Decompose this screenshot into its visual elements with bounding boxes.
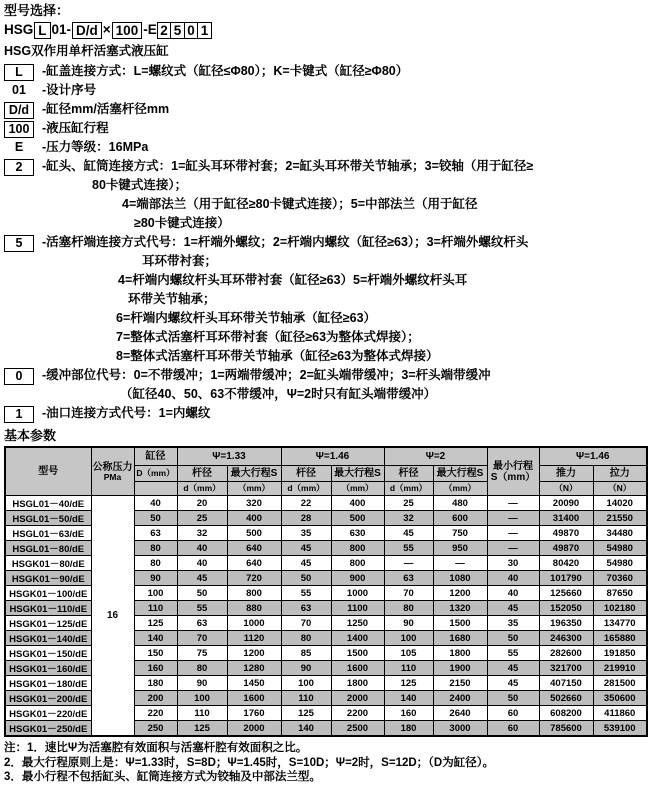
table-cell: 50 [487,691,539,706]
table-cell: 480 [433,496,487,511]
table-cell: 100 [177,691,227,706]
table-cell: 45 [384,526,433,541]
table-cell: 45 [487,676,539,691]
table-cell: 1200 [433,586,487,601]
code-digit-box: 1 [197,22,212,39]
table-cell: 134770 [593,616,647,631]
pressure-cell: 16 [91,496,134,737]
table-cell: 105 [384,646,433,661]
table-cell: 150 [134,646,177,661]
table-cell: 54980 [593,556,647,571]
table-cell: 1250 [331,616,384,631]
table-cell: 608200 [539,706,593,721]
spec-description-line: -油口连接方式代号：1=内螺纹 [42,406,211,420]
header-psi-133: Ψ=1.33 [177,447,281,466]
table-row [5,496,647,511]
table-cell: 1600 [331,661,384,676]
code-cap-box: L [34,22,50,39]
table-cell: 220 [134,706,177,721]
model-cell: HSGK01－200/dE [5,691,91,706]
table-cell: 1100 [331,601,384,616]
code-seg1: 01- [51,22,72,37]
table-cell: 180 [384,721,433,737]
table-cell: 54980 [593,541,647,556]
spec-code-label: D/d [4,102,34,119]
table-cell: 63 [384,571,433,586]
series-subtitle: HSG双作用单杆活塞式液压缸 [4,44,169,58]
header-bore-empty [134,482,177,496]
table-cell: 80420 [539,556,593,571]
table-cell: 50 [134,511,177,526]
spec-description-line: 耳环带衬套； [142,254,218,268]
section-title: 型号选择： [4,3,70,18]
spec-code-label: 2 [4,159,34,176]
table-cell: 100 [384,631,433,646]
table-cell: 1680 [433,631,487,646]
table-cell: 2640 [433,706,487,721]
parameters-heading: 基本参数 [4,428,57,443]
table-cell: 102180 [593,601,647,616]
header-psi-146: Ψ=1.46 [281,447,384,466]
table-cell: 45 [281,556,331,571]
table-cell: 1800 [433,646,487,661]
table-cell: 1200 [227,646,281,661]
header-stroke-unit: （mm） [227,482,281,496]
table-cell: 1280 [227,661,281,676]
spec-item [4,81,646,100]
table-cell: 1120 [227,631,281,646]
table-cell: 2500 [331,721,384,737]
table-cell: 1760 [227,706,281,721]
code-seg2: -E [143,22,157,37]
table-cell: 1800 [331,676,384,691]
table-cell: 1000 [331,586,384,601]
table-cell: 30 [487,556,539,571]
spec-item [4,100,646,119]
table-cell: 110 [281,691,331,706]
table-cell: 400 [331,496,384,511]
table-cell: 87650 [593,586,647,601]
spec-description-line: （缸径40、50、63不带缓冲，Ψ=2时只有缸头端带缓冲） [120,387,437,401]
spec-description [42,119,646,138]
header-max-stroke: 最大行程S [433,466,487,482]
spec-code-label: E [14,140,24,154]
table-cell: 70 [281,616,331,631]
table-cell: 14020 [593,496,647,511]
table-cell: 180 [134,676,177,691]
table-cell: 40 [487,586,539,601]
table-cell: 125 [177,721,227,737]
table-cell: 1500 [433,616,487,631]
table-cell: 2150 [433,676,487,691]
table-cell: 75 [177,646,227,661]
table-cell: 246300 [539,631,593,646]
spec-description [42,81,646,100]
spec-description-line: -缸盖连接方式：L=螺纹式（缸径≤Φ80）；K=卡键式（缸径≥Φ80） [42,64,409,78]
model-cell: HSGK01－150/dE [5,646,91,661]
code-digit-box: 2 [157,22,172,39]
spec-description-line: -缸头、缸筒连接方式：1=缸头耳环带衬套；2=缸头耳环带关节轴承；3=铰轴（用于缸径≥ [42,159,534,173]
table-cell: 49870 [539,526,593,541]
table-cell: 80 [384,601,433,616]
header-pull-unit: （N） [593,482,647,496]
model-cell: HSGL01－40/dE [5,496,91,511]
header-max-stroke: 最大行程S [331,466,384,482]
table-body [5,496,647,737]
header-pressure [91,447,134,496]
table-cell: 40 [487,571,539,586]
model-cell: HSGK01－220/dE [5,706,91,721]
table-cell: 40 [134,496,177,511]
spec-description-line: -缓冲部位代号：0=不带缓冲；1=两端带缓冲；2=缸头端带缓冲；3=杆头端带缓冲 [42,368,491,382]
table-cell: 35 [281,526,331,541]
table-cell: 321700 [539,661,593,676]
table-cell: 25 [177,511,227,526]
table-cell: 25 [384,496,433,511]
spec-item [4,62,646,81]
spec-code-label: 100 [4,121,34,138]
spec-item [4,366,646,404]
spec-code-label: 5 [4,235,34,252]
spec-description-line: -设计序号 [42,83,97,97]
table-cell: 1450 [227,676,281,691]
table-cell: 80 [281,631,331,646]
table-cell: 90 [134,571,177,586]
table-cell: 32 [177,526,227,541]
code-times: × [102,22,111,37]
header-rod: 杆径 [177,466,227,482]
header-model: 型号 [5,447,91,496]
table-cell: 45 [487,661,539,676]
model-cell: HSGK01－100/dE [5,586,91,601]
table-cell: 2000 [227,721,281,737]
header-pressure-line2: PMa [103,471,122,482]
spec-code-label: L [4,64,34,81]
table-cell: 1320 [433,601,487,616]
header-psi-2: Ψ=2 [384,447,487,466]
header-bore: 缸径 [134,447,177,466]
table-cell: 70360 [593,571,647,586]
table-cell: 90 [384,616,433,631]
model-cell: HSGK01－250/dE [5,721,91,737]
table-cell: 1000 [227,616,281,631]
table-cell: 800 [331,541,384,556]
table-cell: — [433,556,487,571]
table-cell: 320 [227,496,281,511]
header-bore-unit: D（mm） [134,466,177,482]
table-cell: 1400 [331,631,384,646]
spec-description [42,366,646,404]
table-cell: 55 [281,586,331,601]
spec-description-line: -活塞杆端连接方式代号：1=杆端外螺纹；2=杆端内螺纹（缸径≥63）；3=杆端外螺纹杆头 [42,235,529,249]
header-push: 推力 [539,466,593,482]
header-rod: 杆径 [384,466,433,482]
table-cell: 160 [384,706,433,721]
table-cell: 80 [177,661,227,676]
table-cell: 45 [487,601,539,616]
model-cell: HSGK01－180/dE [5,676,91,691]
table-cell: 3000 [433,721,487,737]
table-cell: 502660 [539,691,593,706]
table-cell: 539100 [593,721,647,737]
table-cell: 191850 [593,646,647,661]
table-cell: 165880 [593,631,647,646]
spec-description-line: -缸径mm/活塞杆径mm [42,102,170,116]
table-cell: 80 [134,556,177,571]
table-cell: 196350 [539,616,593,631]
table-cell: 50 [281,571,331,586]
spec-item [4,233,646,366]
table-cell: 85 [281,646,331,661]
spec-description [42,233,646,366]
table-cell: 22 [281,496,331,511]
table-cell: — [384,556,433,571]
table-cell: 63 [134,526,177,541]
table-cell: 40 [177,541,227,556]
code-digit-box: 0 [184,22,199,39]
table-cell: 411860 [593,706,647,721]
spec-description-line: -液压缸行程 [42,121,109,135]
table-cell: 140 [281,721,331,737]
spec-item [4,157,646,233]
spec-description-line: 4=端部法兰（用于缸径≥80卡键式连接）；5=中部法兰（用于缸径 [122,197,478,211]
table-cell: 20090 [539,496,593,511]
header-rod-unit: d（mm） [384,482,433,496]
table-cell: — [487,541,539,556]
spec-code-label: 0 [4,368,34,385]
table-cell: 125660 [539,586,593,601]
header-stroke-unit: （mm） [331,482,384,496]
table-cell: 282600 [539,646,593,661]
table-cell: 32 [384,511,433,526]
table-cell: — [487,511,539,526]
table-cell: 50 [487,631,539,646]
table-cell: 250 [134,721,177,737]
table-cell: 125 [281,706,331,721]
table-cell: 720 [227,571,281,586]
spec-description [42,138,646,157]
table-cell: 400 [227,511,281,526]
header-min-stroke [487,447,539,496]
spec-description-line: 8=整体式活塞杆耳环带关节轴承（缸径≥63为整体式焊接） [116,349,439,363]
table-cell: 140 [384,691,433,706]
table-cell: 2400 [433,691,487,706]
table-cell: 1600 [227,691,281,706]
table-header [5,447,647,496]
header-max-stroke: 最大行程S [227,466,281,482]
notes [4,741,646,785]
table-cell: 70 [384,586,433,601]
table-cell: 152050 [539,601,593,616]
table-cell: 160 [134,661,177,676]
spec-description-line: 80卡键式连接）； [92,178,188,192]
code-bore-box: D/d [72,22,102,39]
table-cell: 500 [331,511,384,526]
table-cell: 407150 [539,676,593,691]
table-cell: 640 [227,556,281,571]
table-cell: 60 [487,706,539,721]
table-cell: 31400 [539,511,593,526]
table-cell: 63 [281,601,331,616]
table-cell: 35 [487,616,539,631]
table-cell: 100 [281,676,331,691]
table-cell: 49870 [539,541,593,556]
model-cell: HSGK01－160/dE [5,661,91,676]
table-cell: 70 [177,631,227,646]
table-cell: 2200 [331,706,384,721]
table-cell: 60 [487,721,539,737]
spec-description-line: 4=杆端内螺纹杆头耳环带衬套（缸径≥63）5=杆端外螺纹杆头耳 [118,273,468,287]
table-cell: 55 [487,646,539,661]
table-cell: 2000 [331,691,384,706]
table-cell: 350600 [593,691,647,706]
table-cell: 80 [134,541,177,556]
model-cell: HSGK01－125/dE [5,616,91,631]
table-cell: 785600 [539,721,593,737]
spec-description [42,157,646,233]
table-cell: 34480 [593,526,647,541]
table-cell: 90 [281,661,331,676]
model-cell: HSGK01－110/dE [5,601,91,616]
table-cell: 1900 [433,661,487,676]
spec-description [42,404,646,423]
spec-code-label: 1 [4,406,34,423]
model-cell: HSGL01－80/dE [5,541,91,556]
table-cell: 63 [177,616,227,631]
header-min-stroke-line2: S（mm） [490,471,536,483]
model-cell: HSGL01－63/dE [5,526,91,541]
header-rod-unit: d（mm） [177,482,227,496]
table-cell: 45 [281,541,331,556]
model-cell: HSGK01－80/dE [5,556,91,571]
table-cell: 800 [331,556,384,571]
table-cell: 880 [227,601,281,616]
header-pressure-line1: 公称压力 [92,461,133,473]
spec-item [4,138,646,157]
header-push-unit: （N） [539,482,593,496]
table-cell: 20 [177,496,227,511]
table-cell: 45 [177,571,227,586]
table-cell: 900 [331,571,384,586]
spec-item [4,119,646,138]
model-cell: HSGL01－50/dE [5,511,91,526]
table-cell: 1500 [331,646,384,661]
table-cell: 90 [177,676,227,691]
spec-code-label: 01 [12,83,26,97]
table-cell: 55 [384,541,433,556]
spec-item [4,404,646,423]
table-cell: 1080 [433,571,487,586]
note-line: 3．最小行程不包括缸头、缸筒连接方式为铰轴及中部法兰型。 [4,771,321,783]
code-stroke-box: 100 [112,22,143,39]
table-cell: 55 [177,601,227,616]
spec-description-line: 6=杆端内螺纹杆头耳环带关节轴承（缸径≥63） [116,311,377,325]
spec-description-line: 环带关节轴承； [128,292,216,306]
spec-description-line: 7=整体式活塞杆耳环带衬套（缸径≥63为整体式焊接）； [116,330,420,344]
header-psi-146-force: Ψ=1.46 [539,447,647,466]
table-cell: 28 [281,511,331,526]
note-line: 注：1．速比Ψ为活塞腔有效面积与活塞杆腔有效面积之比。 [4,742,308,754]
table-cell: 100 [134,586,177,601]
table-cell: 200 [134,691,177,706]
spec-description-line: ≥80卡键式连接） [134,216,230,230]
model-cell: HSGK01－90/dE [5,571,91,586]
table-cell: 630 [331,526,384,541]
header-rod-unit: d（mm） [281,482,331,496]
table-cell: 500 [227,526,281,541]
table-cell: 40 [177,556,227,571]
table-cell: — [487,496,539,511]
table-cell: 800 [227,586,281,601]
header-rod: 杆径 [281,466,331,482]
table-cell: 110 [134,601,177,616]
table-cell: 125 [134,616,177,631]
table-cell: 21550 [593,511,647,526]
table-cell: 950 [433,541,487,556]
table-cell: 640 [227,541,281,556]
table-cell: 600 [433,511,487,526]
parameters-table [4,446,648,737]
header-stroke-unit: （mm） [433,482,487,496]
table-cell: — [487,526,539,541]
table-cell: 50 [177,586,227,601]
table-cell: 110 [177,706,227,721]
spec-description-line: -压力等级：16MPa [42,140,149,154]
code-digit-box: 5 [170,22,185,39]
table-cell: 125 [384,676,433,691]
table-cell: 219910 [593,661,647,676]
note-line: 2．最大行程原则上是：Ψ=1.33时，S=8D；Ψ=1.45时，S=10D；Ψ=2时，S=12D；（D为缸径）。 [4,756,494,769]
header-pull: 拉力 [593,466,647,482]
model-cell: HSGK01－140/dE [5,631,91,646]
table-cell: 140 [134,631,177,646]
model-code-line [4,20,646,40]
table-cell: 110 [384,661,433,676]
table-cell: 281500 [593,676,647,691]
spec-list [4,62,646,423]
table-cell: 101790 [539,571,593,586]
header-min-stroke-line1: 最小行程 [493,460,533,472]
spec-description [42,62,646,81]
spec-description [42,100,646,119]
code-prefix: HSG [4,22,34,37]
table-cell: 750 [433,526,487,541]
